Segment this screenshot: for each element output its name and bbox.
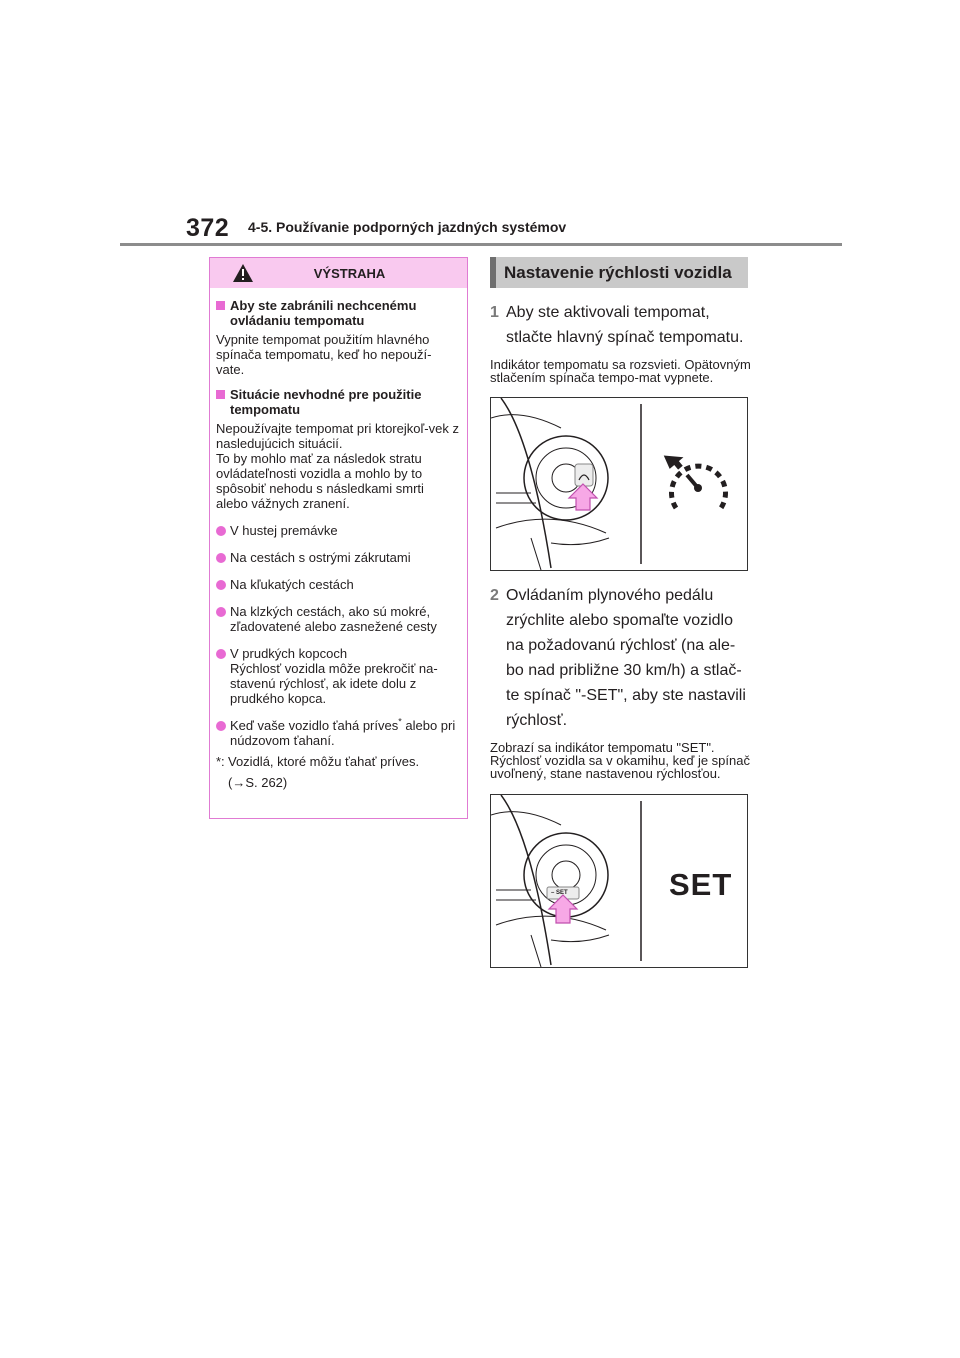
round-bullet-icon	[216, 649, 226, 659]
section-title: 4-5. Používanie podporných jazdných systémov	[248, 219, 567, 235]
footnote-reference: (→S. 262)	[228, 775, 288, 790]
warning-box	[209, 257, 468, 819]
header-rule	[120, 243, 842, 246]
round-bullet-icon	[216, 607, 226, 617]
round-bullet-icon	[216, 553, 226, 563]
warning-heading: Aby ste zabránili nechcenému ovládaniu tempomatu	[216, 298, 459, 328]
round-bullet-icon	[216, 526, 226, 536]
round-bullet-icon	[216, 721, 226, 731]
set-indicator: SET	[669, 867, 733, 902]
set-button-label: – SET	[551, 890, 568, 896]
square-bullet-icon	[216, 390, 225, 399]
figure-main-switch	[490, 397, 748, 571]
warning-heading: Situácie nevhodné pre použitie tempomatu	[216, 387, 459, 417]
subsection-title: Nastavenie rýchlosti vozidla	[490, 257, 748, 288]
page-number: 372	[186, 214, 230, 242]
warning-paragraph: Nepoužívajte tempomat pri ktorejkoľ-vek z nasledujúcich situácií.	[216, 421, 459, 451]
warning-paragraph: Vypnite tempomat použitím hlavného spínača tempomatu, keď ho nepouží-vate.	[216, 332, 432, 377]
footnote: *: Vozidlá, ktoré môžu ťahať príves.	[216, 754, 420, 769]
warning-triangle-icon	[232, 263, 254, 288]
warning-title: VÝSTRAHA	[313, 265, 386, 281]
list-item: Na klzkých cestách, ako sú mokré, zľadovatené alebo zasnežené cesty	[216, 604, 459, 634]
square-bullet-icon	[216, 301, 225, 310]
step-2: 2 Ovládaním plynového pedálu zrýchlite alebo spomaľte vozidlo na požadovanú rýchlosť (na ale-bo nad približne 30 km/h) a stlač-te spínač "-SET", aby ste nastavili rýchlosť.	[490, 587, 746, 729]
warning-paragraph: To by mohlo mať za následok stratu ovládateľnosti vozidla a mohlo by to spôsobiť nehodu s následkami smrti alebo vážnych zranení.	[216, 451, 424, 511]
list-item: V prudkých kopcoch Rýchlosť vozidla môže prekročiť na-stavenú rýchlosť, ak idete dolu z prudkého kopca.	[216, 646, 459, 706]
list-item: Na cestách s ostrými zákrutami	[216, 550, 459, 565]
step-1: 1 Aby ste aktivovali tempomat, stlačte hlavný spínač tempomatu.	[490, 304, 744, 346]
round-bullet-icon	[216, 580, 226, 590]
list-item: Na kľukatých cestách	[216, 577, 459, 592]
figure-set-switch	[490, 794, 748, 968]
step-1-description: Indikátor tempomatu sa rozsvieti. Opätovným stlačením spínača tempo-mat vypnete.	[490, 357, 751, 385]
list-item: Keď vaše vozidlo ťahá príves* alebo pri núdzovom ťahaní.	[216, 718, 459, 748]
warning-header	[210, 258, 467, 288]
step-2-description: Zobrazí sa indikátor tempomatu "SET". Rýchlosť vozidla sa v okamihu, keď je spínač uvoľnený, stane nastavenou rýchlosťou.	[490, 740, 750, 781]
list-item: V hustej premávke	[216, 523, 459, 538]
